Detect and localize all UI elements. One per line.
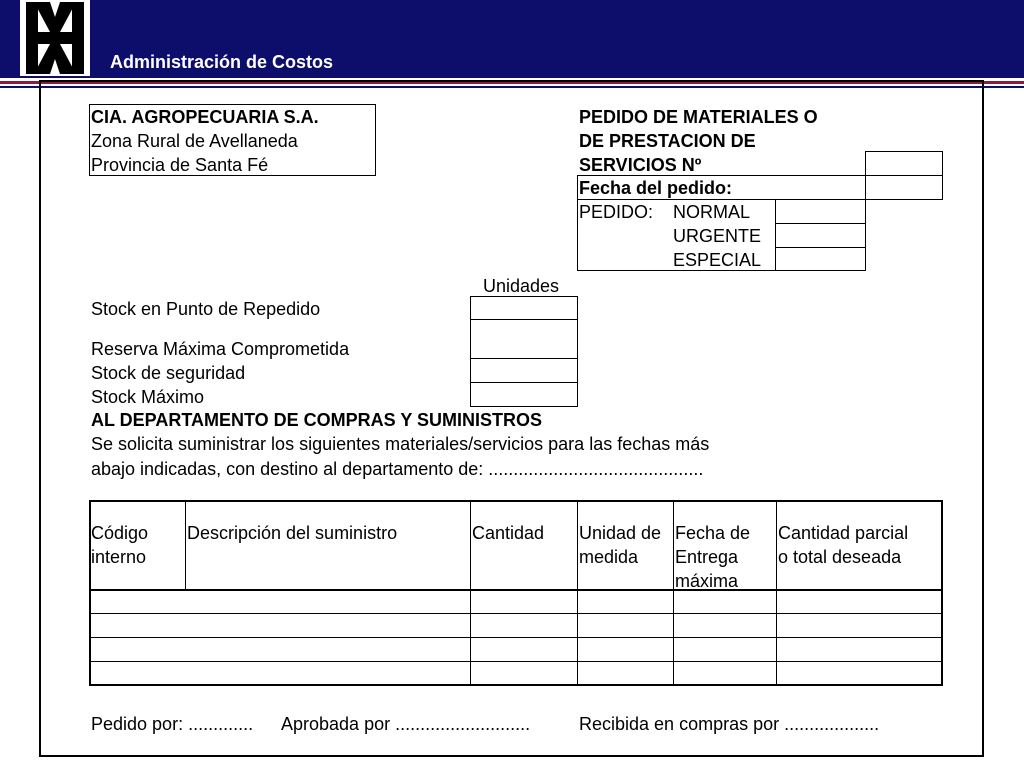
column-header-quantity: Cantidad: [472, 523, 545, 543]
order-type-urgent-label: URGENTE: [673, 226, 762, 246]
received-by: Recibida en compras por ...................: [579, 714, 880, 734]
order-date-field[interactable]: [865, 175, 943, 200]
units-header: Unidades: [483, 276, 560, 296]
stock-reserved-field[interactable]: [470, 319, 578, 359]
company-address-line1: Zona Rural de Avellaneda: [91, 131, 298, 151]
department-heading: AL DEPARTAMENTO DE COMPRAS Y SUMINISTROS: [91, 410, 543, 430]
approved-by: Aprobada por ...........................: [281, 714, 531, 734]
items-table: [89, 500, 943, 686]
company-name: CIA. AGROPECUARIA S.A.: [91, 107, 319, 127]
order-type-label: PEDIDO:: [579, 202, 654, 222]
utn-logo-icon: [20, 0, 90, 76]
column-header-delivery-date: Fecha de Entrega máxima: [675, 523, 751, 591]
order-title-line3: SERVICIOS Nº: [579, 155, 702, 175]
stock-row-label: Stock Máximo: [91, 387, 205, 407]
column-header-description: Descripción del suministro: [187, 523, 398, 543]
order-title-line1: PEDIDO DE MATERIALES O: [579, 107, 818, 127]
column-header-code: Código interno: [91, 523, 149, 567]
table-row: [91, 661, 941, 662]
order-type-normal-checkbox[interactable]: [775, 199, 866, 224]
order-type-urgent-checkbox[interactable]: [775, 223, 866, 248]
order-number-field[interactable]: [865, 151, 943, 176]
request-text-line2: abajo indicadas, con destino al departamento de: ...........................................: [91, 459, 704, 479]
column-header-unit: Unidad de medida: [579, 523, 662, 567]
order-type-normal-label: NORMAL: [673, 202, 751, 222]
table-row: [91, 637, 941, 638]
requested-by: Pedido por: .............: [91, 714, 254, 734]
stock-safety-field[interactable]: [470, 358, 578, 383]
company-address-line2: Provincia de Santa Fé: [91, 155, 269, 175]
request-text-line1: Se solicita suministrar los siguientes materiales/servicios para las fechas más: [91, 434, 710, 454]
order-type-special-checkbox[interactable]: [775, 247, 866, 271]
app-title: Administración de Costos: [110, 52, 334, 72]
stock-row-label: Reserva Máxima Comprometida: [91, 339, 350, 359]
column-header-desired-quantity: Cantidad parcial o total deseada: [778, 523, 909, 567]
stock-max-field[interactable]: [470, 382, 578, 407]
order-type-special-label: ESPECIAL: [673, 250, 762, 270]
table-row: [91, 613, 941, 614]
order-date-label: Fecha del pedido:: [579, 178, 733, 198]
order-title-line2: DE PRESTACION DE: [579, 131, 756, 151]
stock-reorder-field[interactable]: [470, 296, 578, 320]
stock-row-label: Stock en Punto de Repedido: [91, 299, 321, 319]
stock-row-label: Stock de seguridad: [91, 363, 246, 383]
